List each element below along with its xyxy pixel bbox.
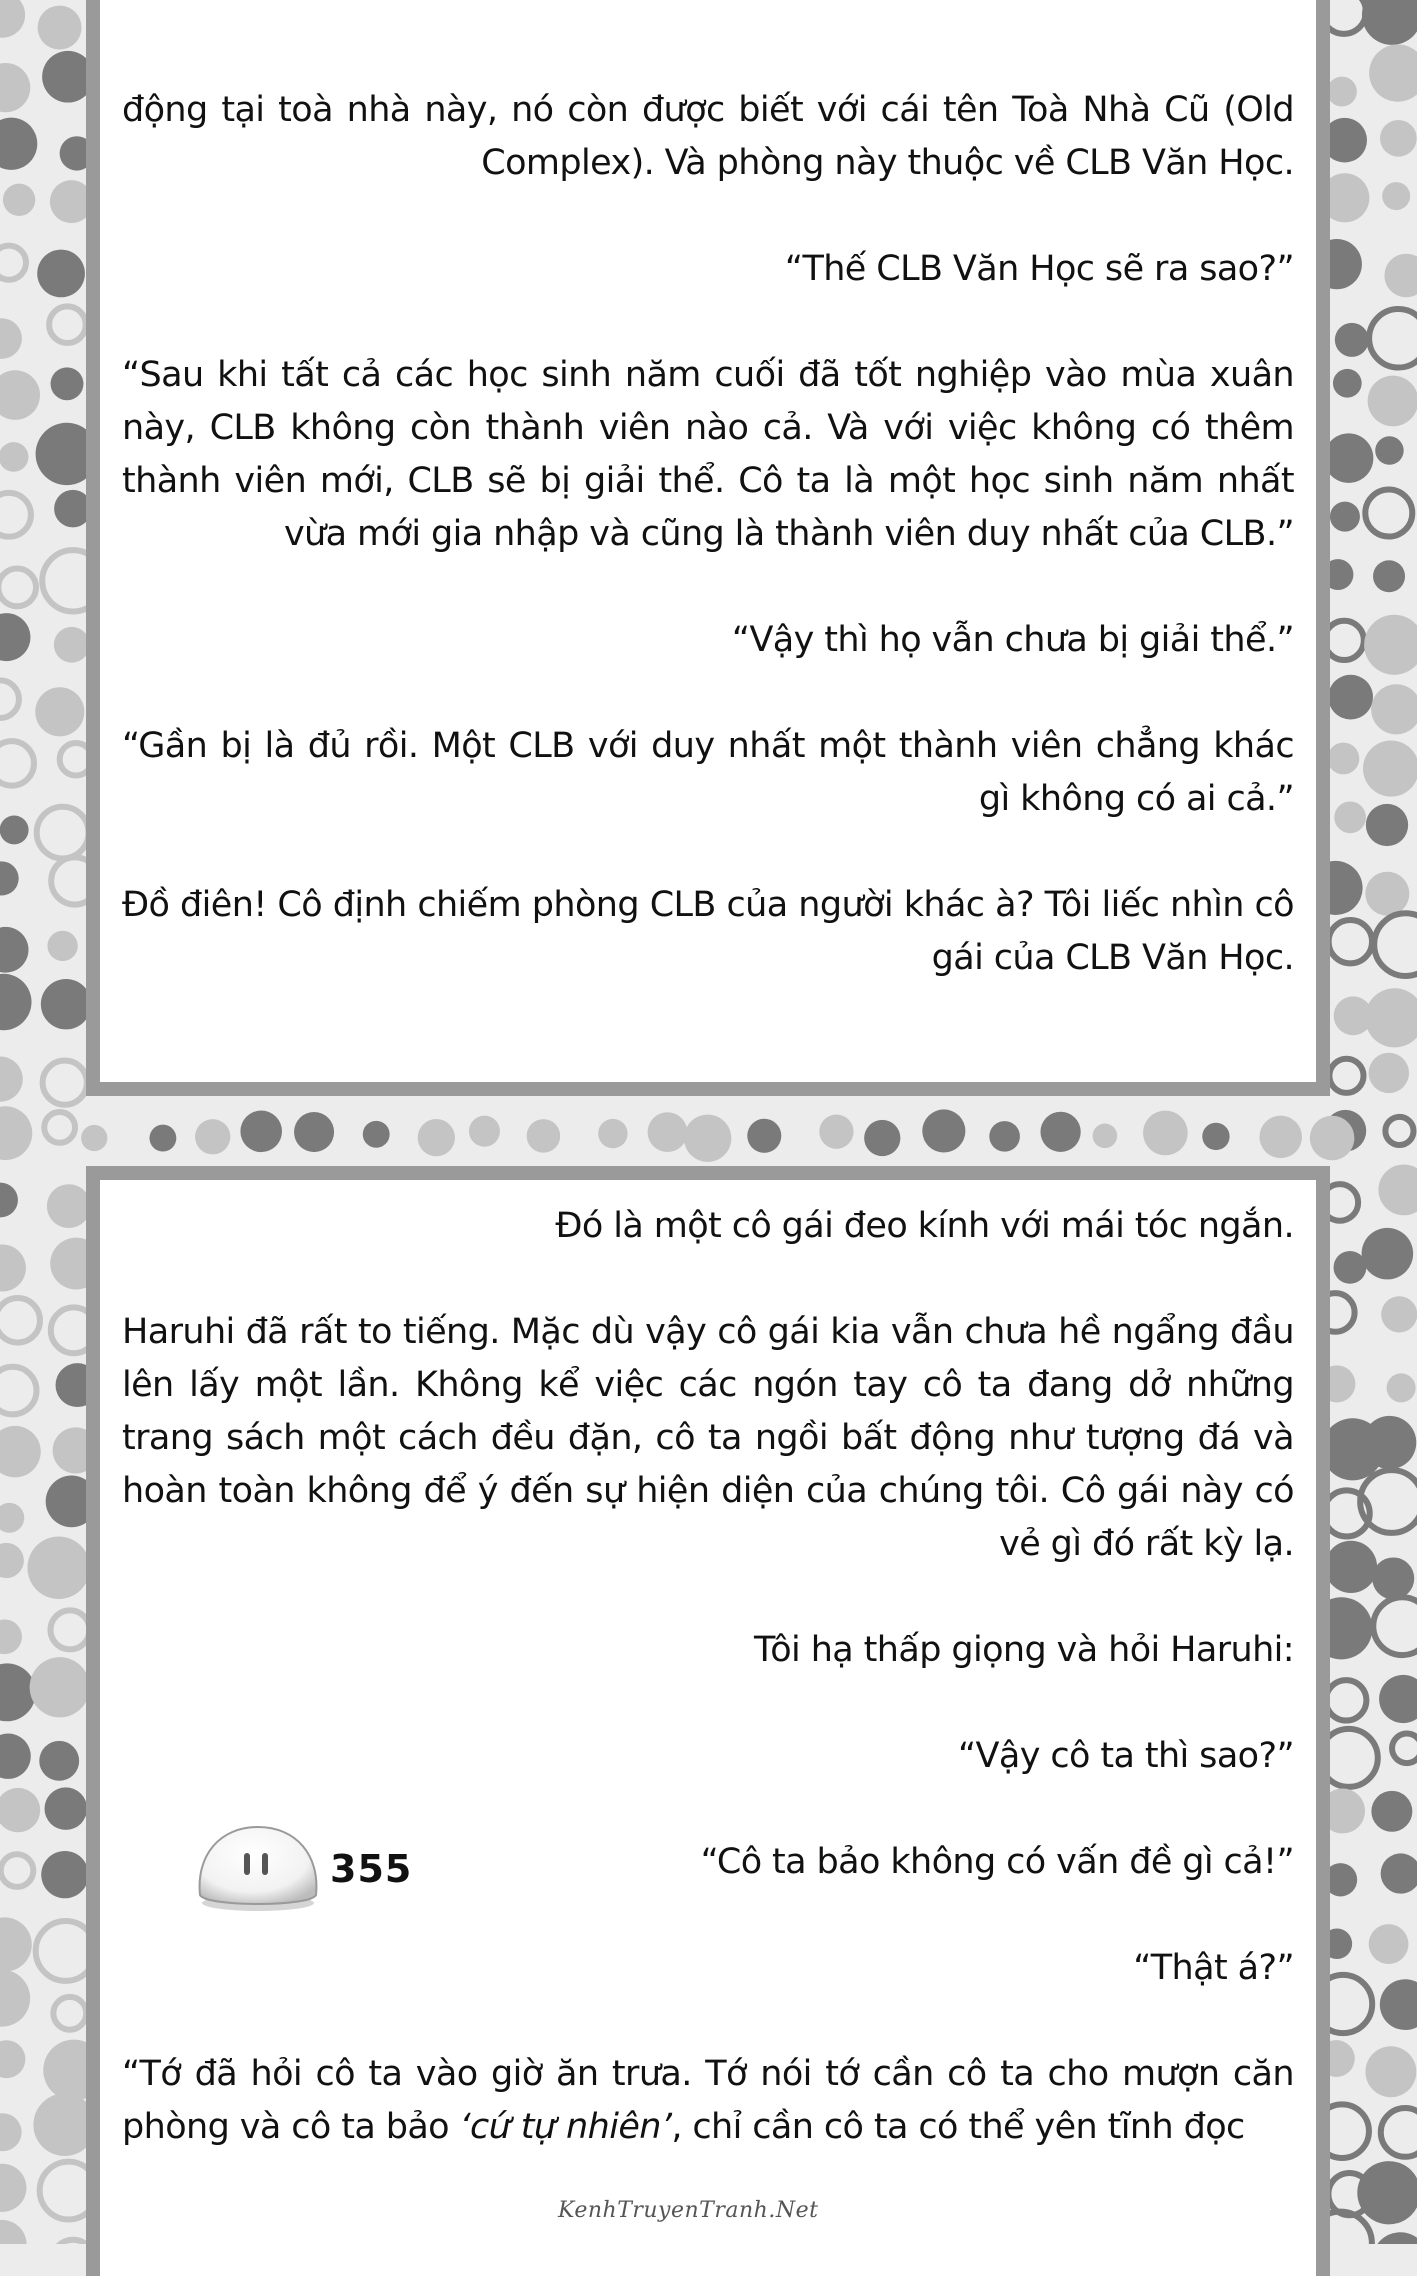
background-dot [1335, 323, 1369, 357]
background-dot [0, 1917, 32, 1971]
background-dot [240, 1111, 282, 1153]
background-dot [1325, 1541, 1377, 1593]
background-dot [41, 1851, 88, 1898]
background-dot [989, 1121, 1020, 1152]
background-dot [47, 931, 77, 961]
background-dot [1325, 621, 1364, 660]
background-dot [598, 1119, 627, 1148]
background-dot [0, 442, 28, 472]
background-dot [1380, 1979, 1417, 2030]
background-dot [1363, 1416, 1416, 1469]
background-dot [1, 1854, 34, 1887]
background-dot [27, 1537, 90, 1600]
background-dot [418, 1119, 455, 1156]
background-dot [0, 974, 32, 1030]
background-dot [54, 627, 90, 663]
background-dot [1202, 1123, 1229, 1150]
paragraph: Đó là một cô gái đeo kính với mái tóc ngắn. [555, 1206, 1294, 1246]
background-dot [35, 687, 84, 736]
background-dot [39, 1741, 79, 1781]
background-dot [1334, 1251, 1367, 1284]
page-number-badge [190, 1815, 430, 1925]
paragraph: “Sau khi tất cả các học sinh năm cuối đã tốt nghiệp vào mùa xuân này, CLB không còn thành viên nào cả. Và với việc không có thêm thành viên mới, CLB sẽ bị giải thể. Cô ta là một học sinh năm nhất vừa mới gia nhập và cũng là thành viên duy nhất của CLB.” [122, 355, 1294, 554]
background-dot [363, 1121, 390, 1148]
background-dot [1372, 1557, 1414, 1599]
background-dot [747, 1119, 781, 1153]
background-dot [0, 2040, 25, 2078]
background-dot [1381, 1853, 1417, 1893]
background-dot [1382, 182, 1410, 210]
background-dot [50, 1610, 89, 1649]
background-dot [1363, 741, 1417, 797]
background-dot [1385, 1117, 1413, 1145]
background-dot [1364, 615, 1417, 675]
paragraph: động tại toà nhà này, nó còn được biết với cái tên Toà Nhà Cũ (Old Complex). Và phòng này thuộc về CLB Văn Học. [122, 90, 1294, 183]
background-dot [819, 1115, 853, 1149]
background-dot [1327, 743, 1359, 775]
background-dot [0, 1503, 24, 1533]
background-dot [1378, 1164, 1417, 1215]
paragraph: “Thế CLB Văn Học sẽ ra sao?” [784, 249, 1294, 289]
background-dot [49, 306, 86, 343]
background-dot [1369, 309, 1417, 368]
background-dot [1374, 913, 1417, 976]
background-dot [1329, 1059, 1363, 1093]
background-dot [0, 613, 30, 661]
background-dot [43, 1060, 87, 1104]
paragraph-text-before: “Tớ đã hỏi cô ta vào giờ ăn trưa. Tớ nói tớ cần cô ta cho mượn căn phòng và cô ta bảo [122, 2054, 1294, 2147]
background-dot [0, 0, 25, 38]
background-dot [45, 1787, 88, 1830]
background-dot [1143, 1111, 1188, 1156]
background-dot [1328, 675, 1373, 720]
paragraph-partial [122, 2048, 1294, 2154]
background-dot [0, 927, 28, 973]
background-dot [41, 979, 91, 1029]
background-dot [0, 816, 29, 845]
text-panel-bottom [86, 1166, 1330, 2276]
background-dot [30, 1657, 90, 1717]
background-dot [1387, 1373, 1416, 1402]
background-dot [0, 680, 19, 718]
background-dot [1366, 804, 1408, 846]
background-dot [38, 6, 82, 50]
background-dot [0, 1298, 40, 1343]
paragraph: “Vậy cô ta thì sao?” [957, 1736, 1294, 1776]
background-dot [1324, 433, 1373, 482]
background-dot [0, 1244, 26, 1291]
background-dot [1362, 1228, 1414, 1280]
background-dot [1392, 1734, 1417, 1764]
background-dot [1380, 120, 1417, 157]
background-dot [0, 1619, 22, 1654]
background-dot [0, 1367, 37, 1415]
background-dot [1379, 1675, 1417, 1723]
background-dot [1384, 254, 1417, 298]
background-dot [0, 493, 31, 537]
background-dot [44, 1112, 75, 1143]
background-dot [0, 741, 34, 785]
background-dot [1371, 1791, 1412, 1832]
background-dot [1373, 560, 1405, 592]
background-dot [0, 2164, 26, 2212]
watermark: KenhTruyenTranh.Net [558, 2198, 819, 2223]
page-number: 355 [330, 1847, 413, 1891]
background-dot [0, 569, 36, 607]
text-panel-top [86, 0, 1330, 1096]
background-dot [37, 250, 85, 298]
panel-bottom-text [122, 1200, 1294, 2154]
background-dot [81, 1125, 107, 1151]
background-dot [684, 1115, 731, 1162]
background-dot [1365, 872, 1409, 916]
background-dot [51, 367, 84, 400]
background-dot [1362, 0, 1417, 45]
paragraph: Đồ điên! Cô định chiếm phòng CLB của người khác à? Tôi liếc nhìn cô gái của CLB Văn Học. [122, 885, 1294, 978]
background-dot [1365, 490, 1412, 537]
background-dot [1369, 44, 1417, 101]
background-dot [1371, 684, 1417, 734]
background-dot [1381, 2108, 1417, 2157]
background-dot [1381, 1296, 1417, 1332]
background-dot [648, 1112, 688, 1152]
background-dot [1375, 436, 1403, 464]
background-dot [1310, 1116, 1355, 1161]
background-dot [0, 118, 37, 170]
background-dot [0, 1183, 18, 1218]
background-dot [0, 1057, 23, 1102]
background-dot [1373, 1597, 1417, 1655]
background-dot [0, 2113, 22, 2151]
background-dot [47, 1184, 91, 1228]
background-dot [1368, 376, 1417, 427]
background-dot [1259, 1116, 1302, 1159]
background-dot [0, 246, 26, 280]
background-dot [149, 1125, 176, 1152]
background-dot [0, 1543, 24, 1578]
background-dot [294, 1112, 334, 1152]
background-dot [1327, 77, 1357, 107]
background-dot [0, 1970, 30, 2027]
dango-mascot-icon [190, 1815, 330, 1915]
background-dot [0, 2220, 27, 2244]
paragraph: Tôi hạ thấp giọng và hỏi Haruhi: [754, 1630, 1294, 1670]
background-dot [0, 1733, 31, 1778]
background-dot [469, 1116, 500, 1147]
background-dot [0, 1788, 40, 1832]
background-dot [1365, 988, 1417, 1047]
background-dot [527, 1119, 561, 1153]
background-dot [0, 1106, 32, 1160]
paragraph-text-after: , chỉ cần cô ta có thể yên tĩnh đọc [671, 2107, 1245, 2147]
background-dot [1372, 2232, 1417, 2244]
background-dot [37, 807, 89, 859]
background-dot [1329, 920, 1372, 963]
background-dot [0, 1426, 41, 1477]
panel-top-text [122, 84, 1294, 985]
paragraph: “Cô ta bảo không có vấn đề gì cả!” [700, 1842, 1294, 1882]
background-dot [1365, 2046, 1416, 2097]
background-dot [1334, 801, 1366, 833]
paragraph: “Thật á?” [1133, 1948, 1294, 1988]
background-dot [1369, 1924, 1409, 1964]
background-dot [0, 63, 30, 112]
background-dot [1330, 502, 1360, 532]
background-dot [53, 1997, 86, 2030]
background-dot [1093, 1124, 1118, 1149]
background-dot [0, 370, 40, 420]
background-dot [1369, 1053, 1409, 1093]
paragraph: “Vậy thì họ vẫn chưa bị giải thể.” [731, 620, 1294, 660]
background-dot [1357, 2161, 1417, 2224]
background-dot [0, 318, 22, 359]
background-dot [1326, 1680, 1366, 1720]
background-dot [922, 1109, 965, 1152]
paragraph-emphasis: ‘cứ tự nhiên’ [459, 2107, 672, 2147]
background-dot [3, 184, 35, 216]
background-dot [864, 1120, 900, 1156]
paragraph: “Gần bị là đủ rồi. Một CLB với duy nhất một thành viên chẳng khác gì không có ai cả.” [122, 726, 1294, 819]
background-dot [195, 1119, 230, 1154]
paragraph: Haruhi đã rất to tiếng. Mặc dù vậy cô gái kia vẫn chưa hề ngẩng đầu lên lấy một lần. Không kể việc các ngón tay cô ta đang dở những trang sách một cách đều đặn, cô ta ngồi bất động như tượng đá và hoàn toàn không để ý đến sự hiện diện của chúng tôi. Cô gái này có vẻ gì đó rất kỳ lạ. [122, 1312, 1294, 1564]
background-dot [1040, 1112, 1080, 1152]
background-dot [1333, 369, 1362, 398]
background-dot [0, 861, 19, 895]
